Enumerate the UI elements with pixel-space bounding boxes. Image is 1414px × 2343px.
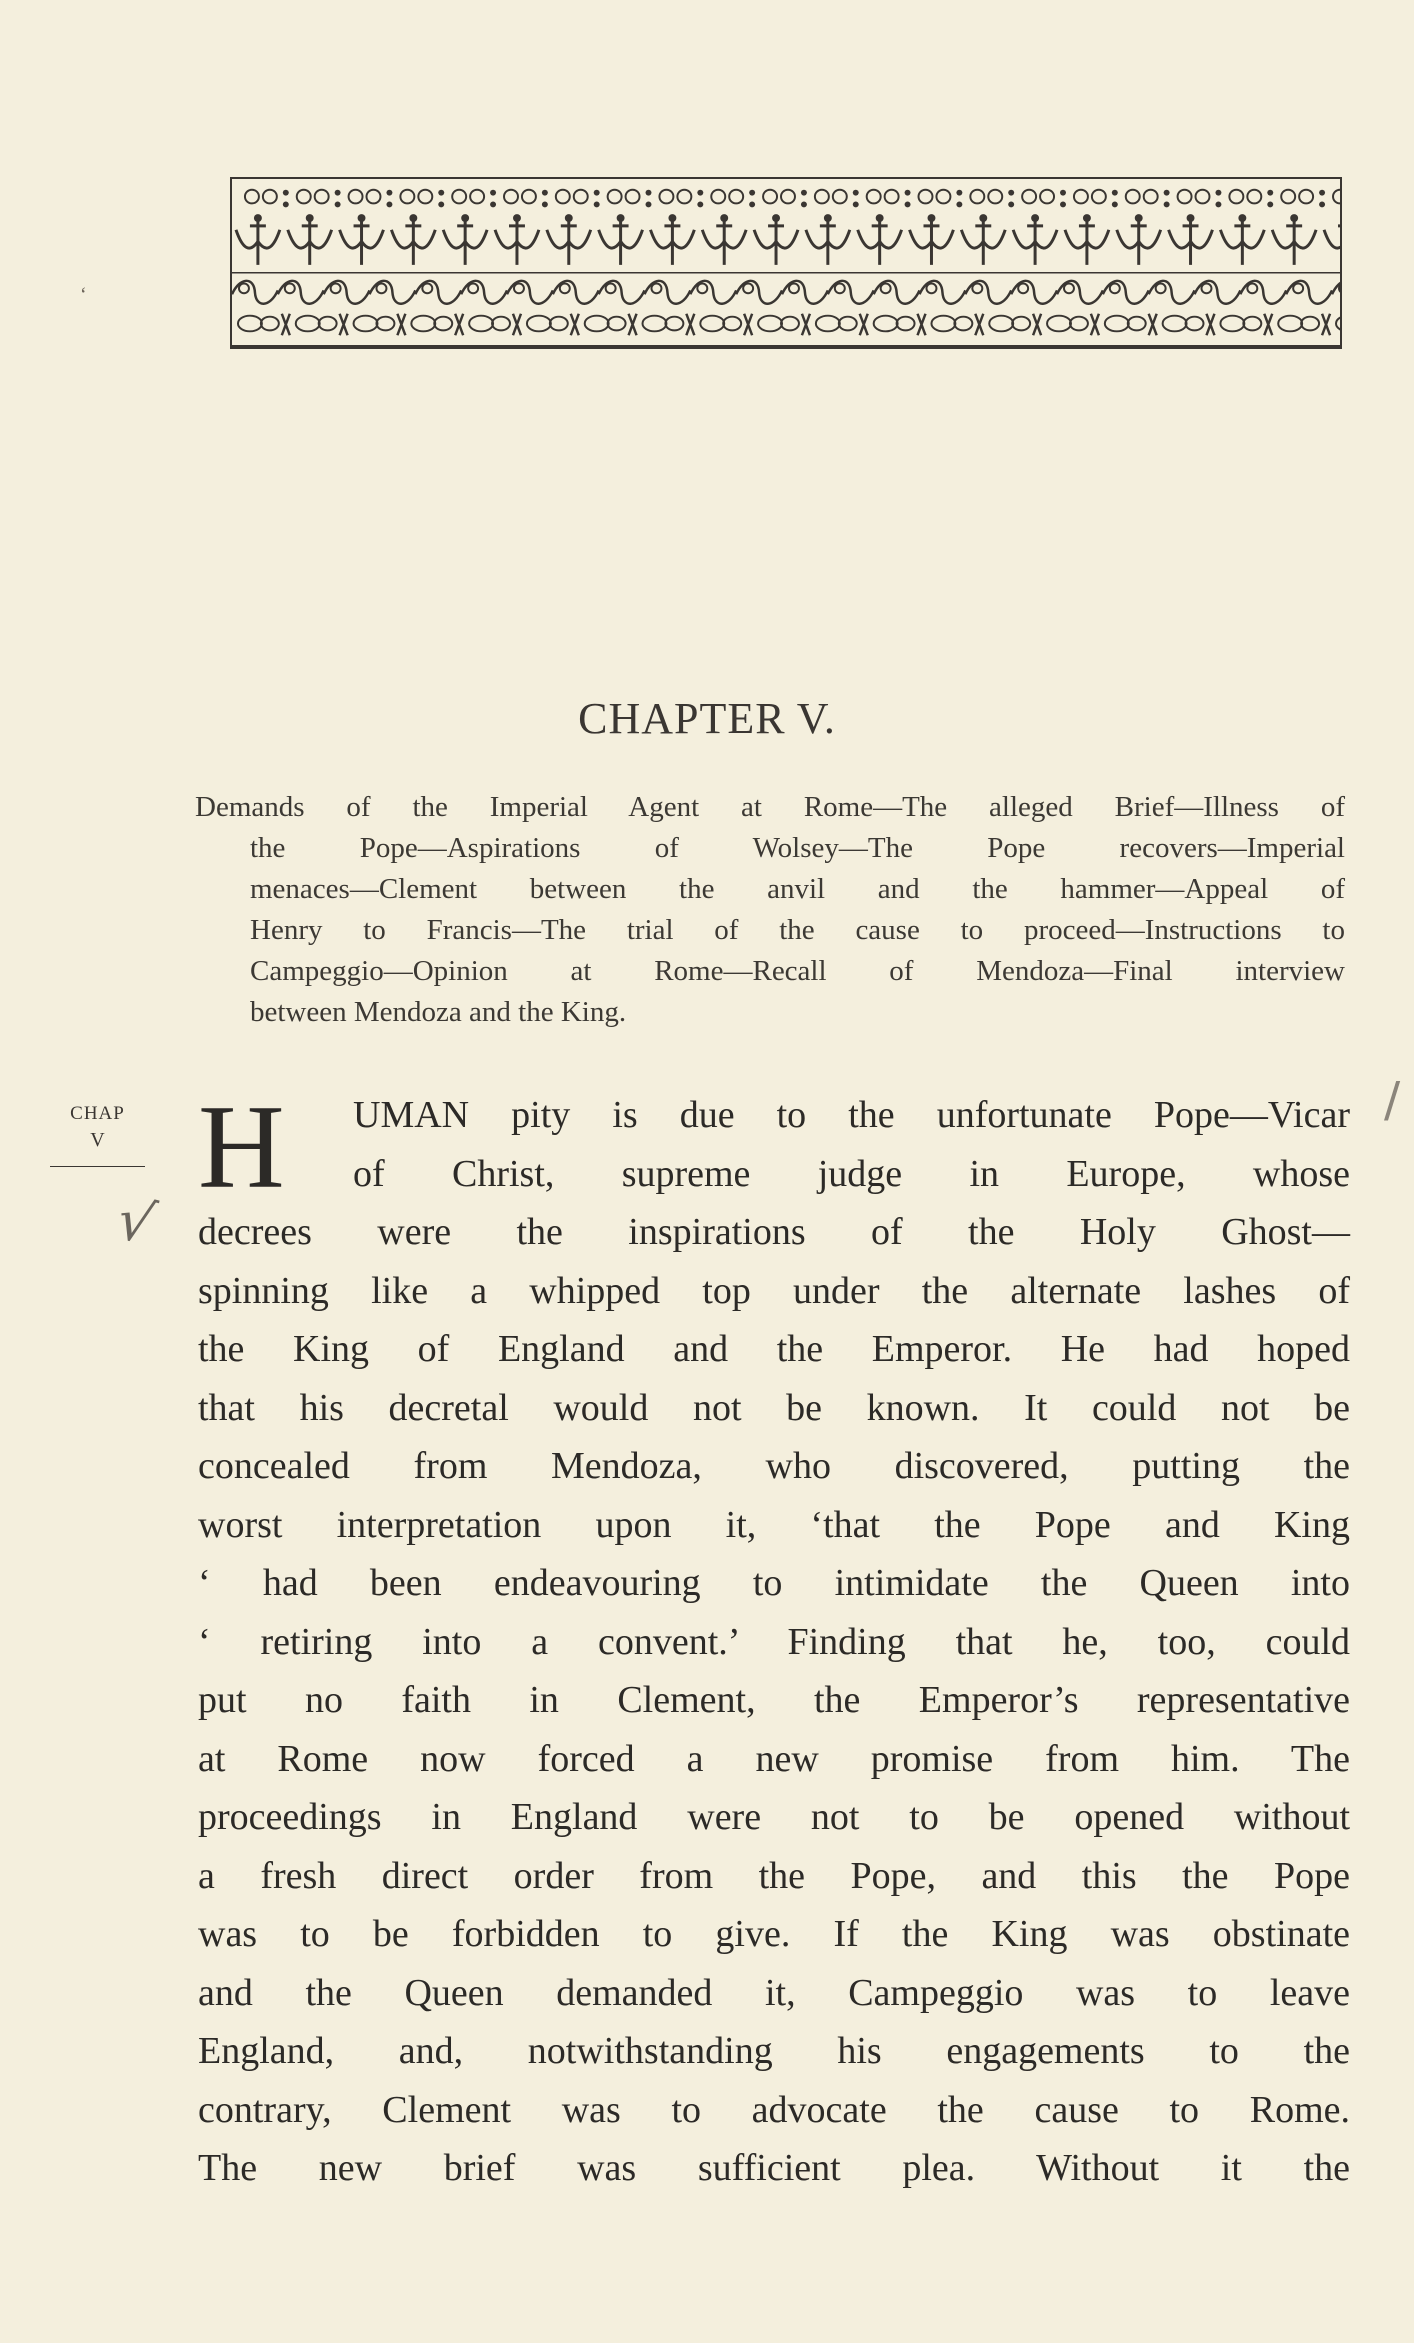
ornament-motif — [513, 314, 521, 335]
ornament-motif — [867, 190, 881, 204]
ornament-motif — [956, 201, 962, 207]
ornament-motif — [885, 190, 899, 204]
ornament-motif — [853, 201, 859, 207]
ornament-motif — [833, 190, 847, 204]
ornament-motif — [975, 220, 991, 265]
ornament-motif — [697, 201, 703, 207]
ornament-motif — [239, 283, 249, 293]
ornament-motif — [749, 190, 755, 196]
ornament-motif — [340, 314, 348, 335]
ornament-pattern-icon — [232, 179, 1340, 345]
ornament-motif — [723, 317, 741, 331]
ornament-motif — [1135, 214, 1143, 222]
body-line: put no faith in Clement, the Emperor’s representative — [198, 1679, 1350, 1721]
body-line: ‘ retiring into a convent.’ Finding that he, too, could — [198, 1620, 1350, 1663]
ornament-motif — [1324, 230, 1340, 248]
ornament-motif — [954, 317, 972, 331]
body-line: of Christ, supreme judge in Europe, whose — [353, 1152, 1350, 1195]
ornament-motif — [261, 317, 279, 331]
summary-line: Demands of the Imperial Agent at Rome—The alleged Brief—Illness of — [195, 791, 1345, 823]
body-line: proceedings in England were not to be opened without — [198, 1796, 1350, 1838]
ornament-motif — [469, 316, 493, 332]
ornament-motif — [1105, 316, 1129, 332]
ornament-motif — [1011, 281, 1057, 304]
ornament-motif — [285, 283, 295, 293]
ornament-motif — [617, 214, 625, 222]
body-line: that his decretal would not be known. It could not be — [198, 1386, 1350, 1429]
ornament-motif — [574, 190, 588, 204]
ornament-motif — [1149, 281, 1195, 304]
pencil-check-mark: √ — [110, 1186, 162, 1259]
ornament-motif — [1322, 314, 1330, 335]
body-line: The new brief was sufficient plea. Without it the — [198, 2147, 1350, 2189]
ornament-motif — [1163, 316, 1187, 332]
ornament-motif — [820, 220, 836, 265]
ornament-motif — [988, 190, 1002, 204]
ornament-motif — [455, 314, 463, 335]
ornament-motif — [1070, 317, 1088, 331]
ornament-motif — [736, 281, 782, 304]
ornament-motif — [1215, 201, 1221, 207]
ornament-motif — [514, 283, 524, 293]
pencil-margin-mark: / — [1384, 1072, 1401, 1128]
summary-line: menaces—Clement between the anvil and the hammer—Appeal of — [250, 873, 1345, 905]
body-line: contrary, Clement was to advocate the cause to Rome. — [198, 2088, 1350, 2131]
ornament-motif — [278, 281, 324, 304]
ornament-motif — [1215, 190, 1221, 196]
ornament-motif — [1040, 190, 1054, 204]
ornament-motif — [729, 190, 743, 204]
ornament-motif — [1149, 314, 1157, 335]
ornament-motif — [772, 214, 780, 222]
ornament-motif — [457, 220, 473, 265]
ornament-motif — [1018, 283, 1028, 293]
ornament-motif — [1229, 190, 1243, 204]
ornament-motif — [405, 220, 421, 265]
ornament-motif — [1286, 281, 1332, 304]
ornament-motif — [509, 220, 525, 265]
ornament-motif — [872, 220, 888, 265]
ornament-motif — [768, 220, 784, 265]
ornament-motif — [250, 220, 266, 265]
ornament-motif — [1319, 190, 1325, 196]
summary-line: Henry to Francis—The trial of the cause to proceed—Instructions to — [250, 914, 1345, 946]
ornament-motif — [1008, 201, 1014, 207]
ornament-motif — [972, 283, 982, 293]
body-line: England, and, notwithstanding his engagements to the — [198, 2030, 1350, 2072]
drop-cap: H — [198, 1080, 285, 1213]
ornament-motif — [749, 201, 755, 207]
ornament-motif — [801, 190, 807, 196]
ornament-motif — [1083, 214, 1091, 222]
ornament-motif — [711, 190, 725, 204]
ornament-motif — [1110, 283, 1120, 293]
body-line: and the Queen demanded it, Campeggio was to leave — [198, 1971, 1350, 2014]
ornament-motif — [629, 314, 637, 335]
ornament-motif — [522, 190, 536, 204]
ornament-motif — [542, 190, 548, 196]
ornament-motif — [1183, 220, 1199, 265]
ornament-motif — [571, 314, 579, 335]
ornament-motif — [585, 316, 609, 332]
ornament-motif — [801, 201, 807, 207]
ornament-motif — [668, 214, 676, 222]
ornament-motif — [254, 214, 262, 222]
ornament-motif — [700, 316, 724, 332]
ornament-motif — [306, 214, 314, 222]
ornament-motif — [1247, 190, 1261, 204]
ornament-motif — [1338, 220, 1340, 265]
ornament-motif — [1131, 220, 1147, 265]
ornament-motif — [1264, 314, 1272, 335]
ornament-motif — [743, 283, 753, 293]
ornament-motif — [815, 190, 829, 204]
ornament-motif — [386, 190, 392, 196]
ornament-motif — [1103, 281, 1149, 304]
body-line: at Rome now forced a new promise from him. The — [198, 1737, 1350, 1780]
ornament-motif — [1060, 190, 1066, 196]
ornament-motif — [565, 214, 573, 222]
ornament-motif — [646, 190, 652, 196]
ornament-motif — [245, 190, 259, 204]
body-line: was to be forbidden to give. If the King was obstinate — [198, 1913, 1350, 1955]
ornament-motif — [816, 316, 840, 332]
ornament-motif — [606, 283, 616, 293]
ornament-motif — [839, 317, 857, 331]
ornament-motif — [1156, 283, 1166, 293]
ornament-motif — [1240, 281, 1286, 304]
ornament-motif — [1022, 190, 1036, 204]
ornament-motif — [905, 190, 911, 196]
ornament-motif — [1333, 190, 1340, 204]
margin-chap-label: CHAP — [70, 1103, 125, 1124]
ornament-motif — [1247, 283, 1257, 293]
ornament-motif — [434, 317, 452, 331]
decorative-headpiece — [230, 177, 1342, 347]
ornament-motif — [860, 314, 868, 335]
stray-ink-mark: ‘ — [80, 284, 87, 306]
ornament-motif — [1278, 316, 1302, 332]
ornament-motif — [1091, 314, 1099, 335]
ornament-motif — [781, 190, 795, 204]
ornament-motif — [613, 220, 629, 265]
ornament-motif — [1336, 316, 1340, 332]
ornament-motif — [1332, 281, 1340, 304]
ornament-motif — [927, 214, 935, 222]
ornament-motif — [492, 317, 510, 331]
ornament-motif — [550, 317, 568, 331]
ornament-motif — [936, 190, 950, 204]
ornament-motif — [697, 283, 707, 293]
ornament-motif — [918, 314, 926, 335]
ornament-motif — [553, 281, 599, 304]
ornament-motif — [956, 190, 962, 196]
ornament-motif — [835, 283, 845, 293]
ornament-motif — [418, 190, 432, 204]
ornament-motif — [1195, 281, 1241, 304]
ornament-motif — [1339, 283, 1340, 293]
ornament-motif — [1206, 314, 1214, 335]
chapter-title: CHAPTER V. — [578, 694, 836, 743]
ornament-motif — [400, 190, 414, 204]
ornament-motif — [1178, 190, 1192, 204]
body-line: spinning like a whipped top under the alternate lashes of — [198, 1269, 1350, 1312]
ornament-motif — [881, 283, 891, 293]
ornament-motif — [232, 281, 278, 304]
ornament-motif — [1012, 317, 1030, 331]
ornament-motif — [1238, 214, 1246, 222]
ornament-motif — [263, 190, 277, 204]
ornament-motif — [376, 317, 394, 331]
ornament-motif — [1186, 317, 1204, 331]
ornament-motif — [716, 220, 732, 265]
margin-chapter-note — [50, 1103, 145, 1167]
ornament-motif — [283, 190, 289, 196]
ornament-motif — [468, 283, 478, 293]
ornament-motif — [556, 190, 570, 204]
ornament-motif — [349, 190, 363, 204]
ornament-motif — [560, 283, 570, 293]
ornament-motif — [1027, 220, 1043, 265]
ornament-motif — [411, 316, 435, 332]
ornament-motif — [1267, 201, 1273, 207]
ornament-motif — [979, 214, 987, 222]
ornament-motif — [354, 220, 370, 265]
ornament-motif — [594, 190, 600, 196]
ornament-motif — [490, 190, 496, 196]
ornament-motif — [645, 281, 691, 304]
ornament-motif — [461, 214, 469, 222]
ornament-motif — [874, 281, 920, 304]
ornament-motif — [331, 283, 341, 293]
margin-chap-number: V — [90, 1129, 105, 1151]
ornament-motif — [386, 201, 392, 207]
ornament-motif — [802, 314, 810, 335]
ornament-motif — [1187, 214, 1195, 222]
ornament-motif — [905, 201, 911, 207]
ornament-motif — [744, 314, 752, 335]
ornament-motif — [931, 316, 955, 332]
ornament-motif — [1202, 283, 1212, 293]
ornament-motif — [924, 220, 940, 265]
ornament-motif — [874, 316, 898, 332]
ornament-motif — [789, 283, 799, 293]
ornament-motif — [297, 190, 311, 204]
ornament-motif — [970, 190, 984, 204]
ornament-motif — [1164, 201, 1170, 207]
ornament-motif — [1112, 201, 1118, 207]
ornament-motif — [397, 314, 405, 335]
ornament-motif — [438, 201, 444, 207]
ornament-motif — [302, 220, 318, 265]
ornament-motif — [853, 190, 859, 196]
ornament-motif — [354, 316, 378, 332]
ornament-motif — [1008, 190, 1014, 196]
summary-line: between Mendoza and the King. — [250, 996, 627, 1028]
ornament-motif — [677, 190, 691, 204]
ornament-motif — [686, 314, 694, 335]
ornament-motif — [975, 314, 983, 335]
ornament-motif — [646, 201, 652, 207]
ornament-motif — [643, 316, 667, 332]
ornament-motif — [1112, 190, 1118, 196]
ornament-motif — [1057, 281, 1103, 304]
ornament-motif — [438, 190, 444, 196]
ornament-motif — [1286, 220, 1302, 265]
ornament-motif — [415, 281, 461, 304]
ornament-motif — [1047, 316, 1071, 332]
ornament-motif — [335, 190, 341, 196]
ornament-motif — [1092, 190, 1106, 204]
ornament-motif — [376, 283, 386, 293]
ornament-motif — [897, 317, 915, 331]
ornament-motif — [1220, 316, 1244, 332]
ornament-motif — [1164, 190, 1170, 196]
ornament-rule — [230, 347, 1342, 349]
body-line: worst interpretation upon it, ‘that the Pope and King — [198, 1503, 1350, 1546]
ornament-motif — [358, 214, 366, 222]
ornament-motif — [782, 281, 828, 304]
ornament-motif — [1299, 190, 1313, 204]
ornament-motif — [507, 281, 553, 304]
chapter-summary — [195, 787, 1345, 1033]
ornament-motif — [824, 214, 832, 222]
ornament-motif — [608, 190, 622, 204]
ornament-motif — [665, 317, 683, 331]
ornament-motif — [659, 190, 673, 204]
ornament-motif — [690, 281, 736, 304]
ornament-motif — [513, 214, 521, 222]
ornament-motif — [720, 214, 728, 222]
ornament-motif — [367, 190, 381, 204]
body-line: concealed from Mendoza, who discovered, putting the — [198, 1445, 1350, 1487]
ornament-motif — [919, 190, 933, 204]
ornament-motif — [599, 281, 645, 304]
margin-rule — [50, 1166, 145, 1167]
ornament-motif — [828, 281, 874, 304]
ornament-motif — [315, 190, 329, 204]
ornament-motif — [324, 281, 370, 304]
ornament-motif — [1319, 201, 1325, 207]
ornament-motif — [1126, 190, 1140, 204]
ornament-motif — [920, 281, 966, 304]
ornament-motif — [422, 283, 432, 293]
ornament-motif — [926, 283, 936, 293]
ornament-motif — [1281, 190, 1295, 204]
ornament-motif — [561, 220, 577, 265]
body-line: a fresh direct order from the Pope, and this the Pope — [198, 1854, 1350, 1897]
ornament-motif — [370, 281, 416, 304]
body-text — [198, 1080, 1350, 2198]
body-line: the King of England and the Emperor. He had hoped — [198, 1328, 1350, 1370]
summary-line: the Pope—Aspirations of Wolsey—The Pope recovers—Imperial — [250, 832, 1345, 864]
ornament-motif — [1031, 214, 1039, 222]
ornament-motif — [335, 201, 341, 207]
ornament-motif — [989, 316, 1013, 332]
ornament-motif — [1144, 190, 1158, 204]
ornament-motif — [1234, 220, 1250, 265]
ornament-motif — [1301, 317, 1319, 331]
ornament-motif — [1243, 317, 1261, 331]
ornament-motif — [1293, 283, 1303, 293]
ornament-motif — [651, 283, 661, 293]
ornament-motif — [626, 190, 640, 204]
ornament-motif — [283, 201, 289, 207]
ornament-motif — [1267, 190, 1273, 196]
ornament-motif — [763, 190, 777, 204]
ornament-motif — [282, 314, 290, 335]
ornament-motif — [527, 316, 551, 332]
ornament-motif — [238, 316, 262, 332]
ornament-motif — [452, 190, 466, 204]
body-line: UMAN pity is due to the unfortunate Pope—Vicar — [353, 1094, 1350, 1136]
ornament-motif — [542, 201, 548, 207]
ornament-motif — [490, 201, 496, 207]
ornament-motif — [409, 214, 417, 222]
ornament-motif — [470, 190, 484, 204]
summary-line: Campeggio—Opinion at Rome—Recall of Mendoza—Final interview — [250, 955, 1345, 987]
ornament-motif — [1290, 214, 1298, 222]
ornament-motif — [781, 317, 799, 331]
ornament-motif — [1196, 190, 1210, 204]
ornament-motif — [1128, 317, 1146, 331]
ornament-motif — [296, 316, 320, 332]
ornament-motif — [876, 214, 884, 222]
ornament-motif — [664, 220, 680, 265]
ornament-motif — [1064, 283, 1074, 293]
ornament-motif — [319, 317, 337, 331]
ornament-motif — [608, 317, 626, 331]
ornament-motif — [1060, 201, 1066, 207]
ornament-motif — [965, 281, 1011, 304]
ornament-motif — [504, 190, 518, 204]
ornament-motif — [1074, 190, 1088, 204]
ornament-motif — [758, 316, 782, 332]
ornament-motif — [594, 201, 600, 207]
ornament-motif — [1079, 220, 1095, 265]
ornament-motif — [1033, 314, 1041, 335]
body-line: decrees were the inspirations of the Holy Ghost— — [198, 1211, 1350, 1253]
ornament-motif — [697, 190, 703, 196]
body-line: ‘ had been endeavouring to intimidate the Queen into — [198, 1562, 1350, 1604]
ornament-motif — [461, 281, 507, 304]
